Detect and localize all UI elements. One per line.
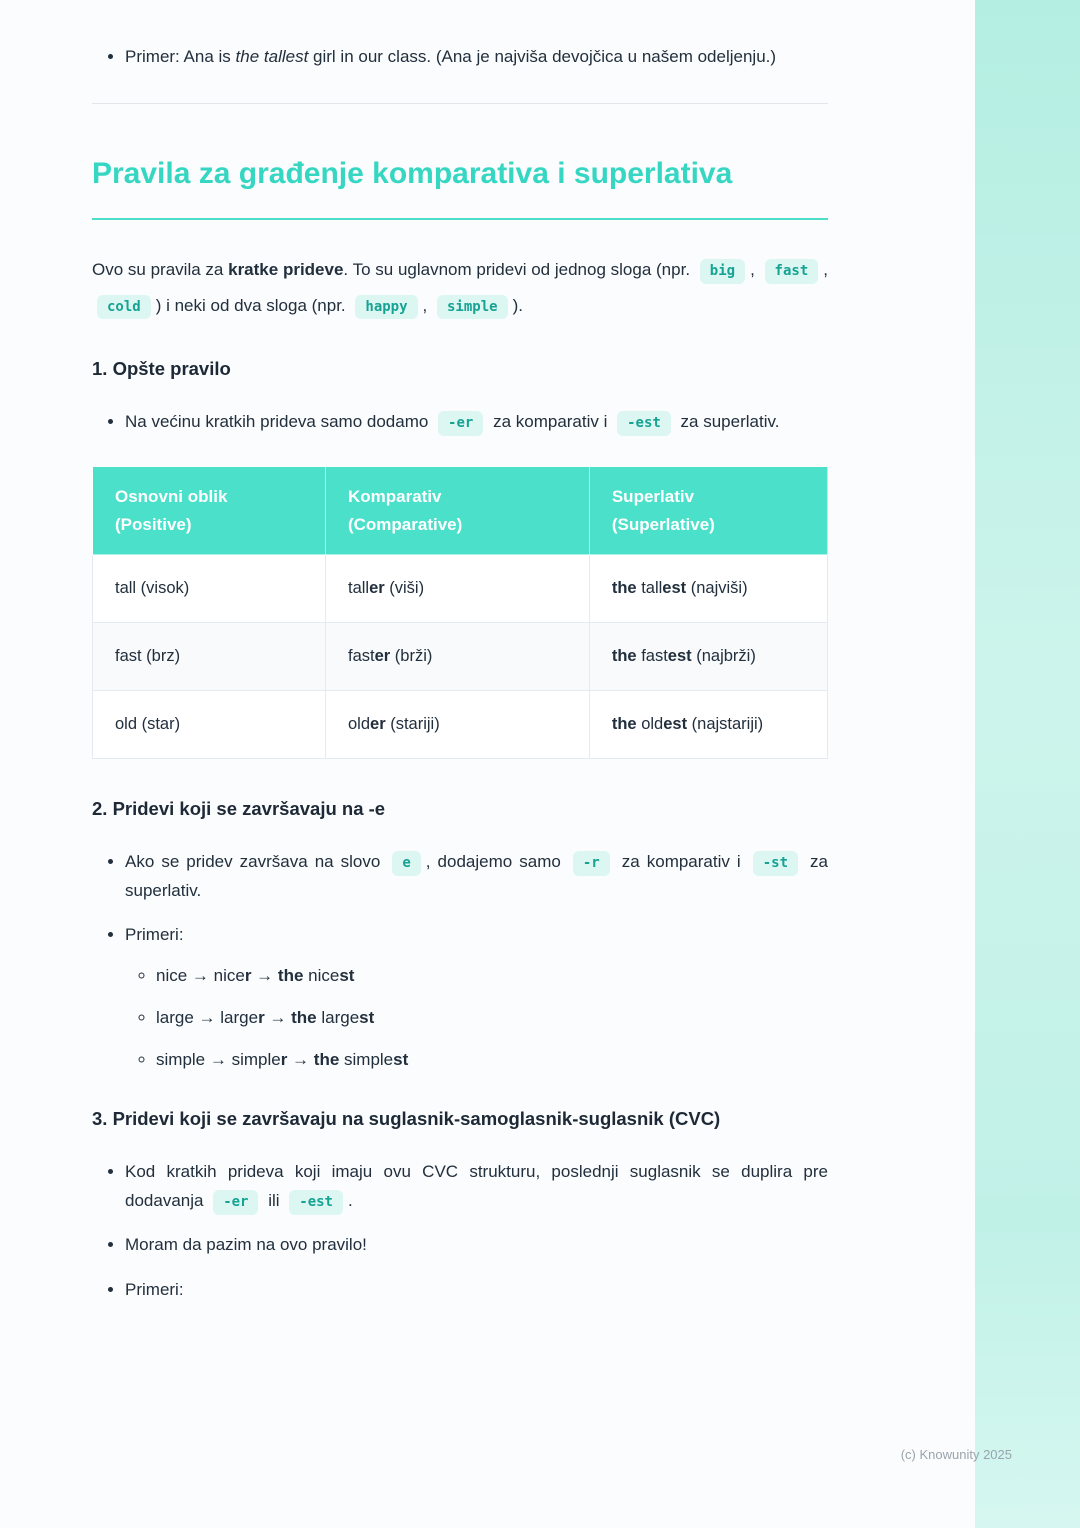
page-title: Pravila za građenje komparativa i superlativa [92,157,733,191]
section-3-title: 3. Pridevi koji se završavaju na suglasnik-samoglasnik-suglasnik (CVC) [92,1108,721,1130]
header-line-2: (Superlative) [611,514,715,534]
header-line-2: (Comparative) [347,514,463,534]
example-item [156,1004,828,1031]
examples-label: Primeri: [125,1279,184,1299]
table-row [93,691,828,759]
examples-bullet [125,920,828,1073]
example-text: large → larger → the largest [156,1007,375,1027]
decorative-side-stripe [975,0,1080,1528]
section-divider [92,103,828,104]
example-text: nice → nicer → the nicest [156,965,355,985]
document-content [92,42,828,1319]
copyright-watermark: (c) Knowunity 2025 [900,1447,1012,1462]
example-text: simple → simpler → the simplest [156,1050,409,1070]
intro-bullet-list [92,42,828,71]
heading-underline [92,218,828,220]
examples-sub-list [125,962,828,1074]
rule-bullet [125,847,828,905]
rule-text: Ako se pridev završava na slovo e , dodajemo samo -r za komparativ i -st za superlativ. [125,852,829,901]
table-header-comparative [325,467,589,555]
section-2-bullets [92,847,828,1073]
rule-text: Kod kratkih prideva koji imaju ovu CVC strukturu, poslednji suglasnik se duplira pre dodavanja -er ili -est . [125,1162,828,1210]
cell-superlative: the fastest (najbrži) [589,623,827,691]
table-header-positive [93,467,326,555]
example-item [156,1046,828,1073]
cell-comparative: taller (viši) [325,555,589,623]
header-line-1: Komparativ [347,487,442,507]
header-line-1: Superlativ [611,487,695,507]
intro-paragraph: Ovo su pravila za kratke prideve. To su uglavnom pridevi od jednog sloga (npr. big , fast , cold ) i neki od dva sloga (npr. happy , simple ). [92,252,828,323]
cell-superlative: the oldest (najstariji) [589,691,827,759]
header-line-1: Osnovni oblik [115,487,228,507]
examples-label: Primeri: [125,925,184,945]
cell-superlative: the tallest (najviši) [589,555,827,623]
cell-positive: tall (visok) [93,555,326,623]
section-3-bullets [92,1157,828,1304]
example-bullet [125,42,828,71]
example-text: Primer: Ana is the tallest girl in our class. (Ana je najviša devojčica u našem odeljenju.) [125,47,777,66]
section-2-title: 2. Pridevi koji se završavaju na -e [92,798,386,820]
table-row [93,555,828,623]
reminder-bullet [125,1230,828,1259]
table-header-superlative [589,467,827,555]
rule-text: Na većinu kratkih prideva samo dodamo -er za komparativ i -est za superlativ. [125,412,779,431]
section-1-title: 1. Opšte pravilo [92,358,231,380]
table-row [93,623,828,691]
cell-comparative: older (stariji) [325,691,589,759]
rule-bullet [125,407,828,436]
cell-comparative: faster (brži) [325,623,589,691]
section-1-bullets [92,407,828,436]
header-line-2: (Positive) [115,514,192,534]
examples-bullet [125,1275,828,1304]
rule-bullet [125,1157,828,1215]
table-header-row [93,467,828,555]
cell-positive: fast (brz) [93,623,326,691]
reminder-text: Moram da pazim na ovo pravilo! [125,1235,367,1255]
cell-positive: old (star) [93,691,326,759]
example-item [156,962,828,989]
comparison-table [92,466,828,759]
